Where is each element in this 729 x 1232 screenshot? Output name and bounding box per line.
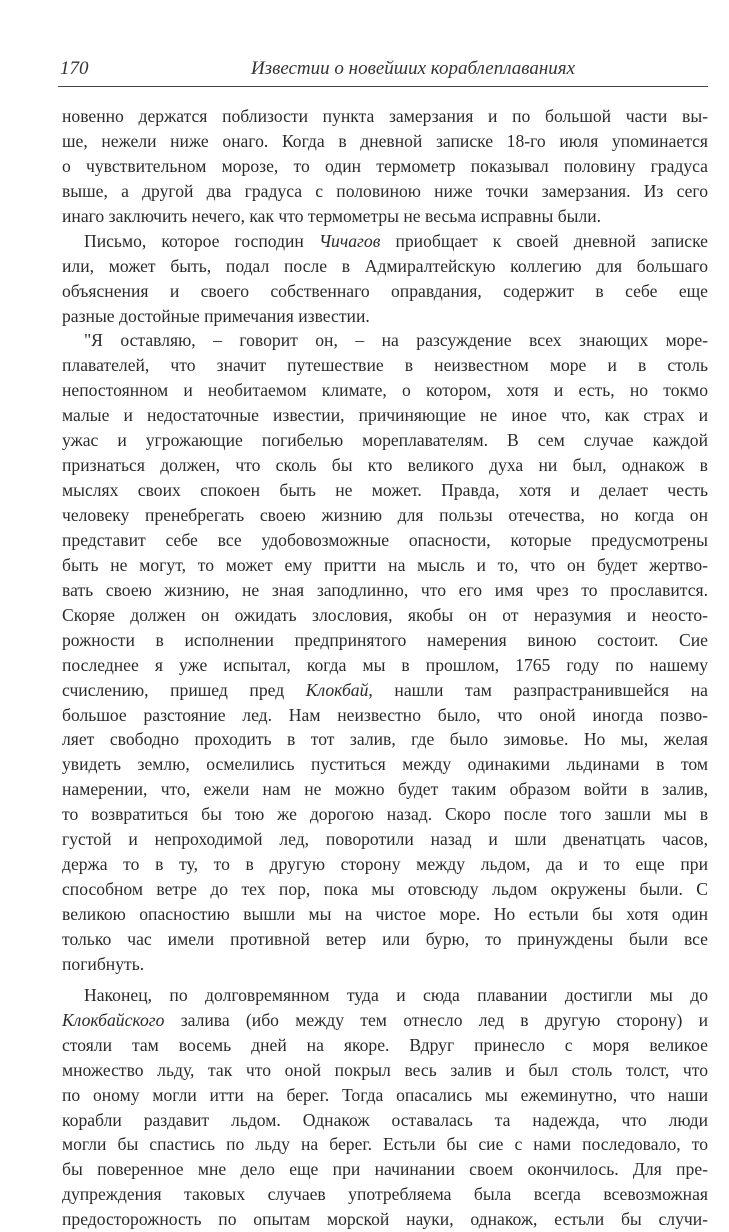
- text-segment: разные достойные примечания известии.: [62, 305, 370, 326]
- text-segment: только час имели противной ветер или бурю, то принуждены были все: [62, 928, 708, 949]
- text-segment: то возвратиться бы тою же дорогою назад. Скоро после того зашли мы в: [62, 804, 708, 825]
- page-number: 170: [60, 58, 89, 79]
- text-line: [62, 1058, 708, 1083]
- text-segment: выше, а другой два градуса с половиною ниже точки замерзания. Из сего: [62, 180, 708, 201]
- text-line: [62, 1033, 708, 1058]
- text-segment: или, может быть, подал после в Адмиралтейскую коллегию для большаго: [62, 255, 708, 276]
- text-segment: по оному могли итти на берег. Тогда опасались мы ежеминутно, что наши: [62, 1084, 708, 1105]
- text-segment: бы поверенное мне дело еще при начинании своем окончилось. Для пре-: [62, 1159, 708, 1180]
- text-segment: большое разстояние лед. Нам неизвестно было, что оной иногда позво-: [62, 704, 708, 725]
- text-segment: могли бы спастись по льду на берег. Естьли бы сие с нами последовало, то: [62, 1134, 708, 1155]
- text-segment: , нашли там разпрастранившейся на: [368, 679, 708, 700]
- italic-name: Чичагов: [318, 230, 381, 251]
- text-line: [62, 1132, 708, 1157]
- text-line: [62, 129, 708, 154]
- text-line: [62, 553, 708, 578]
- text-segment: густой и непроходимой лед, поворотили назад и шли двенатцать часов,: [62, 829, 708, 850]
- text-line: [62, 703, 708, 728]
- text-segment: увидеть землю, осмелились пуститься между одинакими льдинами в том: [62, 754, 708, 775]
- page-header: [58, 58, 708, 87]
- text-line: [62, 104, 708, 129]
- text-line: [62, 528, 708, 553]
- text-segment: корабли раздавит льдом. Однакож оставалась та надежда, что люди: [62, 1109, 708, 1130]
- text-line: [62, 678, 708, 703]
- text-segment: быть не могут, то может ему притти на мысль и то, что он будет жертво-: [62, 554, 708, 575]
- text-segment: ужас и угрожающие погибелью мореплавателям. В сем случае каждой: [62, 430, 708, 451]
- text-segment: ше, нежели ниже онаго. Когда в дневной записке 18-го июля упоминается: [62, 130, 708, 151]
- text-line: [62, 752, 708, 777]
- text-line: [62, 1157, 708, 1182]
- text-segment: малые и недостаточные известии, причиняющие не иное что, как страх и: [62, 405, 708, 426]
- text-line: [62, 1083, 708, 1108]
- running-title: Известии о новейших кораблеплаваниях: [250, 58, 576, 79]
- text-segment: признаться должен, что сколь бы кто великого духа ни был, однакож в: [62, 455, 708, 476]
- text-line: [62, 328, 708, 353]
- text-segment: Наконец, по долговремянном туда и сюда плавании достигли мы до: [84, 984, 708, 1005]
- text-line: [62, 204, 708, 229]
- text-line: [62, 453, 708, 478]
- text-segment: стояли там восемь дней на якоре. Вдруг принесло с моря великое: [62, 1034, 708, 1055]
- text-line: [62, 927, 708, 952]
- text-segment: человеку пренебрегать своею жизнию для пользы отечества, но когда он: [62, 505, 708, 525]
- body-text: [62, 104, 708, 1232]
- text-segment: "Я оставляю, – говорит он, – на разсуждение всех знающих море-: [84, 330, 708, 351]
- text-segment: множество льду, так что оной покрыл весь залив и был столь толст, что: [62, 1059, 708, 1080]
- text-line: [62, 229, 708, 254]
- text-segment: последнее я уже испытал, когда мы в прошлом, 1765 году по нашему: [62, 654, 708, 675]
- text-line: [62, 902, 708, 927]
- text-line: [62, 877, 708, 902]
- text-line: [62, 603, 708, 628]
- text-segment: погибнуть.: [62, 953, 145, 974]
- text-segment: Скоряе должен он ожидать злословия, якобы он от неразумия и неосто-: [62, 604, 708, 625]
- text-segment: новенно держатся поблизости пункта замерзания и по большой части вы-: [62, 106, 708, 126]
- text-segment: приобщает к своей дневной записке: [380, 230, 708, 251]
- text-line: [62, 777, 708, 802]
- text-segment: Письмо, которое господин: [84, 230, 319, 251]
- text-segment: намерении, что, ежели нам не можно будет таким образом войти в залив,: [62, 779, 708, 800]
- text-segment: великою опасностию вышли мы на чистое море. Но естьли бы хотя один: [62, 904, 708, 924]
- text-line: [62, 503, 708, 528]
- text-segment: предосторожность по опытам морской науки, однакож, естьли бы случи-: [62, 1209, 708, 1230]
- text-segment: счислению, пришед пред: [62, 679, 306, 700]
- text-line: [62, 653, 708, 678]
- text-line: [62, 1207, 708, 1232]
- text-line: [62, 378, 708, 403]
- text-line: [62, 304, 708, 329]
- text-segment: держа то в ту, то в другую сторону между льдом, да и то еще при: [62, 854, 708, 875]
- text-segment: вать своею жизнию, не зная заподлинно, что его имя чрез то прославится.: [62, 579, 708, 600]
- text-line: [62, 1008, 708, 1033]
- text-line: [62, 578, 708, 603]
- text-line: [62, 478, 708, 503]
- text-line: [62, 802, 708, 827]
- italic-name: Клокбай: [305, 679, 369, 700]
- text-segment: способном ветре до тех пор, пока мы отовсюду льдом окружены были. С: [62, 879, 708, 900]
- text-segment: залива (ибо между тем отнесло лед в другую сторону) и: [164, 1009, 708, 1030]
- text-segment: непостоянном и необитаемом климате, о котором, хотя и есть, но токмо: [62, 380, 708, 401]
- text-line: [62, 154, 708, 179]
- text-segment: о чувствительном морозе, то один термометр показывал половину градуса: [62, 155, 708, 176]
- text-line: [62, 254, 708, 279]
- text-line: [62, 983, 708, 1008]
- text-segment: дупреждения таковых случаев употребляема была всегда всевозможная: [62, 1184, 708, 1205]
- text-line: [62, 628, 708, 653]
- italic-name: Клокбайского: [62, 1009, 165, 1030]
- text-line: [62, 1108, 708, 1133]
- text-line: [62, 727, 708, 752]
- text-line: [62, 179, 708, 204]
- text-line: [62, 279, 708, 304]
- text-line: [62, 1182, 708, 1207]
- text-segment: объяснения и своего собственнаго оправдания, содержит в себе еще: [62, 280, 708, 301]
- text-line: [62, 353, 708, 378]
- text-line: [62, 827, 708, 852]
- text-segment: плавателей, что значит путешествие в неизвестном море и в столь: [62, 355, 708, 376]
- text-line: [62, 428, 708, 453]
- text-segment: рожности в исполнении предпринятого намерения виною состоит. Сие: [62, 629, 708, 650]
- text-segment: ляет свободно проходить в тот залив, где было зимовье. Но мы, желая: [62, 729, 708, 750]
- text-segment: представит себе все удобовозможные опасности, которые предусмотрены: [62, 529, 708, 550]
- text-segment: мыслях своих спокоен быть не может. Правда, хотя и делает честь: [62, 480, 708, 501]
- text-line: [62, 952, 708, 977]
- text-line: [62, 403, 708, 428]
- text-segment: инаго заключить нечего, как что термометры не весьма исправны были.: [62, 205, 602, 226]
- text-line: [62, 852, 708, 877]
